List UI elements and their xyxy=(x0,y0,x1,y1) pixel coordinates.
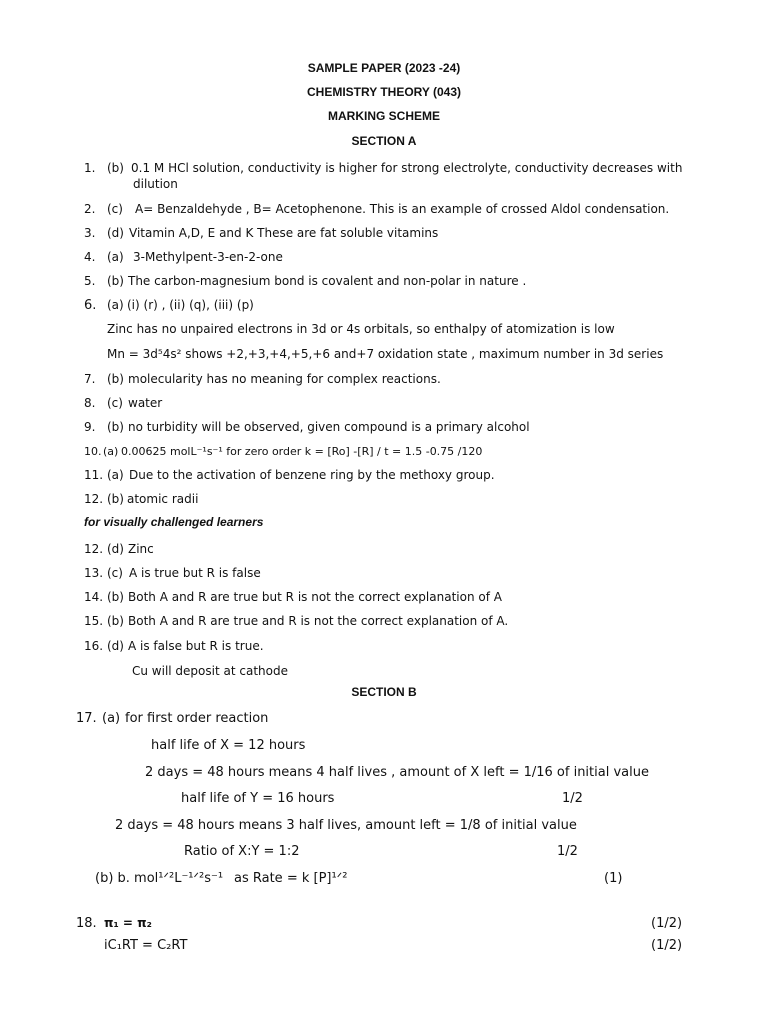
answer-text: A is false but R is true. xyxy=(128,639,264,653)
answer-text: for first order reaction xyxy=(125,711,269,726)
mark: (1/2) xyxy=(651,916,683,931)
question-number: 11. xyxy=(84,468,104,482)
answer-text: Vitamin A,D, E and K These are fat soluble vitamins xyxy=(129,226,439,240)
question-number: 17. xyxy=(76,711,97,726)
answer-option: (b) xyxy=(107,590,124,604)
question-number: 2. xyxy=(84,202,96,216)
question-number: 10. xyxy=(84,445,102,458)
mark: (1) xyxy=(604,871,623,886)
answer-option: (c) xyxy=(107,202,123,216)
question-number: 4. xyxy=(84,250,96,264)
question-number: 5. xyxy=(84,274,96,288)
section-a-title: SECTION A xyxy=(351,134,417,148)
question-number: 1. xyxy=(84,161,96,175)
working-line: half life of Y = 16 hours xyxy=(181,791,335,806)
explanation-text: Mn = 3d⁵4s² shows +2,+3,+4,+5,+6 and+7 oxidation state , maximum number in 3d series xyxy=(107,347,664,361)
answer-option: (a) xyxy=(102,711,121,726)
answer-option: (a) xyxy=(107,468,124,482)
answer-text: The carbon-magnesium bond is covalent and non-polar in nature . xyxy=(128,274,527,288)
formula-line: π₁ = π₂ xyxy=(104,916,152,930)
answer-text: Both A and R are true and R is not the correct explanation of A. xyxy=(128,614,509,628)
answer-text-continued: dilution xyxy=(133,177,178,191)
paper-title: SAMPLE PAPER (2023 -24) xyxy=(307,61,461,75)
question-number: 14. xyxy=(84,590,104,604)
answer-text: 0.1 M HCl solution, conductivity is higher for strong electrolyte, conductivity decreases with xyxy=(131,161,683,175)
answer-option: (b) xyxy=(107,420,124,434)
answer-text: water xyxy=(128,396,163,410)
answer-option: (d) xyxy=(107,542,124,556)
answer-text: A= Benzaldehyde , B= Acetophenone. This is an example of crossed Aldol condensation. xyxy=(135,202,670,216)
answer-text: 3-Methylpent-3-en-2-one xyxy=(133,250,283,264)
question-number: 18. xyxy=(76,916,97,931)
answer-text: atomic radii xyxy=(127,492,199,506)
question-number: 16. xyxy=(84,639,104,653)
answer-option: (a) xyxy=(103,445,119,458)
answer-option: (b) xyxy=(107,161,124,175)
question-number: 3. xyxy=(84,226,96,240)
answer-text: Both A and R are true but R is not the correct explanation of A xyxy=(128,590,502,604)
answer-option: (b) xyxy=(107,614,124,628)
formula-line: iC₁RT = C₂RT xyxy=(104,938,188,953)
question-number: 9. xyxy=(84,420,96,434)
working-line: half life of X = 12 hours xyxy=(151,738,306,753)
answer-label: (b) b. mol¹ᐟ²L⁻¹ᐟ²s⁻¹ xyxy=(95,871,224,886)
working-line: 2 days = 48 hours means 3 half lives, amount left = 1/8 of initial value xyxy=(115,818,577,833)
answer-text: molecularity has no meaning for complex reactions. xyxy=(128,372,441,386)
answer-option: (a) xyxy=(107,298,124,312)
mark: 1/2 xyxy=(557,844,578,859)
answer-text: Due to the activation of benzene ring by the methoxy group. xyxy=(129,468,495,482)
answer-option: (b) xyxy=(107,372,124,386)
answer-text: 0.00625 molL⁻¹s⁻¹ for zero order k = [Ro] -[R] / t = 1.5 -0.75 /120 xyxy=(121,445,483,458)
answer-option: (b) xyxy=(107,274,124,288)
visually-challenged-label: for visually challenged learners xyxy=(84,515,264,529)
scheme-title: MARKING SCHEME xyxy=(327,109,440,123)
answer-option: (d) xyxy=(107,639,124,653)
question-number: 8. xyxy=(84,396,96,410)
working-line: Ratio of X:Y = 1:2 xyxy=(184,844,300,859)
question-number: 6. xyxy=(84,298,97,313)
question-number: 15. xyxy=(84,614,104,628)
answer-option: (b) xyxy=(107,492,124,506)
question-number: 13. xyxy=(84,566,104,580)
mark: (1/2) xyxy=(651,938,683,953)
question-number: 12. xyxy=(84,542,104,556)
mark: 1/2 xyxy=(562,791,583,806)
explanation-text: Zinc has no unpaired electrons in 3d or 4s orbitals, so enthalpy of atomization is low xyxy=(107,322,615,336)
answer-text: Zinc xyxy=(128,542,154,556)
explanation-text: Cu will deposit at cathode xyxy=(132,664,288,678)
working-line: 2 days = 48 hours means 4 half lives , amount of X left = 1/16 of initial value xyxy=(145,765,649,780)
question-number: 7. xyxy=(84,372,96,386)
answer-text: as Rate = k [P]¹ᐟ² xyxy=(234,871,348,886)
answer-option: (c) xyxy=(107,566,123,580)
answer-text: A is true but R is false xyxy=(129,566,261,580)
section-b-title: SECTION B xyxy=(351,685,417,699)
answer-option: (a) xyxy=(107,250,124,264)
answer-option: (c) xyxy=(107,396,123,410)
answer-text: no turbidity will be observed, given compound is a primary alcohol xyxy=(128,420,530,434)
answer-text: (i) (r) , (ii) (q), (iii) (p) xyxy=(127,298,254,312)
question-number: 12. xyxy=(84,492,104,506)
answer-option: (d) xyxy=(107,226,124,240)
subject-title: CHEMISTRY THEORY (043) xyxy=(306,85,462,99)
